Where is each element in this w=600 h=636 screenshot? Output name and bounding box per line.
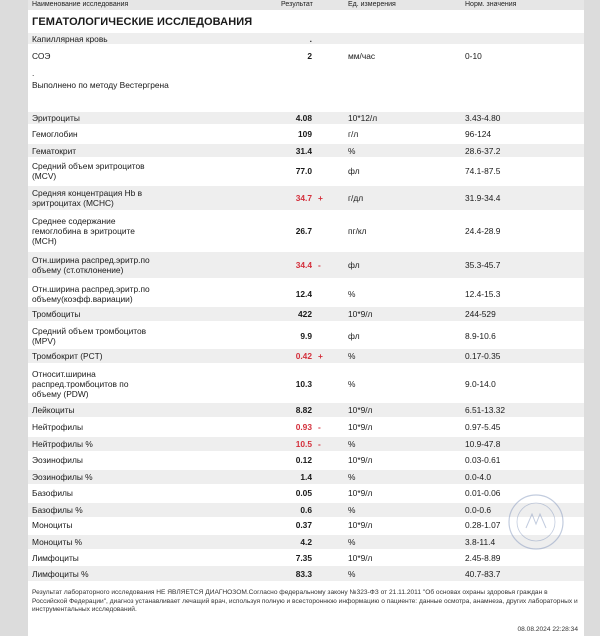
result-value: 8.82 bbox=[295, 405, 312, 415]
reference-range: 0.03-0.61 bbox=[465, 455, 501, 465]
table-row bbox=[28, 486, 584, 500]
test-name: Моноциты bbox=[32, 520, 73, 530]
table-row bbox=[28, 503, 584, 517]
table-row bbox=[28, 213, 584, 249]
result-value: 34.4 bbox=[295, 260, 312, 270]
table-row bbox=[28, 281, 584, 307]
reference-range: 0.0-4.0 bbox=[465, 472, 492, 482]
result-value: 1.4 bbox=[300, 472, 312, 482]
unit: % bbox=[348, 537, 356, 547]
result-value: 2 bbox=[307, 50, 312, 61]
test-name: Нейтрофилы bbox=[32, 422, 84, 432]
lab-report-sheet bbox=[28, 0, 584, 636]
table-row bbox=[28, 535, 584, 549]
result-value: 0.93 bbox=[295, 422, 312, 432]
table-row bbox=[28, 144, 584, 157]
unit: % bbox=[348, 289, 356, 299]
result-value: 0.42 bbox=[295, 351, 312, 361]
result-value: 34.7 bbox=[295, 193, 312, 203]
unit: 10*9/л bbox=[348, 520, 373, 530]
abnormal-flag: - bbox=[318, 439, 321, 449]
test-name: Средний объем тромбоцитов (MPV) bbox=[32, 326, 147, 346]
col-name-header: Наименование исследования bbox=[32, 1, 129, 8]
test-name: Капиллярная кровь bbox=[32, 33, 108, 44]
table-row bbox=[28, 470, 584, 484]
test-name: Базофилы bbox=[32, 488, 73, 498]
unit: г/л bbox=[348, 129, 359, 139]
abnormal-flag: - bbox=[318, 422, 321, 432]
unit: % bbox=[348, 379, 356, 389]
test-name: Лейкоциты bbox=[32, 405, 75, 415]
reference-range: 3.8-11.4 bbox=[465, 537, 496, 547]
reference-range: 96-124 bbox=[465, 129, 492, 139]
result-value: 109 bbox=[298, 129, 312, 139]
result-value: 4.08 bbox=[295, 113, 312, 123]
reference-range: 74.1-87.5 bbox=[465, 166, 501, 176]
abnormal-flag: + bbox=[318, 193, 323, 203]
reference-range: 2.45-8.89 bbox=[465, 553, 501, 563]
test-name: Лимфоциты bbox=[32, 553, 79, 563]
result-value: 83.3 bbox=[295, 568, 312, 579]
test-name: Средний объем эритроцитов (MCV) bbox=[32, 161, 145, 181]
result-value: 4.2 bbox=[300, 537, 312, 547]
table-row bbox=[28, 566, 584, 581]
reference-range: 31.9-34.4 bbox=[465, 193, 501, 203]
result-value: 0.6 bbox=[300, 505, 312, 515]
reference-range: 0-10 bbox=[465, 50, 482, 61]
reference-range: 6.51-13.32 bbox=[465, 405, 506, 415]
reference-range: 0.01-0.06 bbox=[465, 488, 501, 498]
section-title: ГЕМАТОЛОГИЧЕСКИЕ ИССЛЕДОВАНИЯ bbox=[32, 16, 253, 28]
col-unit-header: Ед. измерения bbox=[348, 1, 396, 8]
test-name: Эритроциты bbox=[32, 113, 80, 123]
reference-range: 24.4-28.9 bbox=[465, 226, 501, 236]
unit: % bbox=[348, 568, 356, 579]
reference-range: 8.9-10.6 bbox=[465, 331, 496, 341]
test-name: СОЭ bbox=[32, 50, 51, 61]
reference-range: 244-529 bbox=[465, 309, 496, 319]
reference-range: 3.43-4.80 bbox=[465, 113, 501, 123]
table-row bbox=[28, 420, 584, 434]
table-row bbox=[28, 128, 584, 140]
abnormal-flag: + bbox=[318, 351, 323, 361]
unit: 10*12/л bbox=[348, 113, 378, 123]
result-value: 12.4 bbox=[295, 289, 312, 299]
reference-range: 40.7-83.7 bbox=[465, 568, 501, 579]
result-value: 10.3 bbox=[295, 379, 312, 389]
table-row bbox=[28, 403, 584, 417]
unit: 10*9/л bbox=[348, 488, 373, 498]
table-row bbox=[28, 366, 584, 402]
table-header bbox=[28, 0, 584, 10]
test-name: Выполнено по методу Вестергрена bbox=[32, 80, 169, 90]
test-name: Отн.ширина распред.эритр.по объему (ст.отклонение) bbox=[32, 255, 150, 275]
test-name: Базофилы % bbox=[32, 505, 83, 515]
lab-stamp-seal bbox=[506, 492, 566, 552]
table-row bbox=[28, 349, 584, 363]
result-value: 0.37 bbox=[295, 520, 312, 530]
table-row bbox=[28, 323, 584, 349]
col-result-header: Результат bbox=[281, 1, 313, 8]
unit: фл bbox=[348, 331, 360, 341]
test-name: Лимфоциты % bbox=[32, 568, 89, 579]
table-row bbox=[28, 518, 584, 532]
unit: фл bbox=[348, 166, 360, 176]
reference-range: 0.17-0.35 bbox=[465, 351, 501, 361]
result-value: 0.05 bbox=[295, 488, 312, 498]
test-name: Эозинофилы bbox=[32, 455, 83, 465]
table-row bbox=[28, 80, 584, 90]
table-row bbox=[28, 551, 584, 565]
result-value: 77.0 bbox=[295, 166, 312, 176]
test-name: Гемоглобин bbox=[32, 129, 78, 139]
unit: 10*9/л bbox=[348, 455, 373, 465]
table-row bbox=[28, 453, 584, 467]
test-name: . bbox=[32, 68, 35, 78]
result-value: 422 bbox=[298, 309, 312, 319]
reference-range: 0.0-0.6 bbox=[465, 505, 492, 515]
result-value: 31.4 bbox=[295, 145, 312, 156]
test-name: Среднее содержание гемоглобина в эритроците (MCH) bbox=[32, 216, 135, 246]
reference-range: 35.3-45.7 bbox=[465, 260, 501, 270]
reference-range: 28.6-37.2 bbox=[465, 145, 501, 156]
unit: % bbox=[348, 351, 356, 361]
table-row bbox=[28, 252, 584, 278]
unit: 10*9/л bbox=[348, 405, 373, 415]
unit: г/дл bbox=[348, 193, 364, 203]
col-norm-header: Норм. значения bbox=[465, 1, 517, 8]
result-value: 9.9 bbox=[300, 331, 312, 341]
test-name: Тромбокрит (PCT) bbox=[32, 351, 103, 361]
unit: мм/час bbox=[348, 50, 376, 61]
disclaimer-text: Результат лабораторного исследования НЕ ЯВЛЯЕТСЯ ДИАГНОЗОМ.Согласно федеральному закону №323-ФЗ от 21.11.2011 "Об основах охраны здоровья граждан в Российской Федерации", диагноз устанавливает лечащий врач, используя полную и всестороннюю информацию о пациенте: данные осмотра, анамнеза, других лабораторных и инструментальных исследований. bbox=[32, 589, 578, 613]
unit: 10*9/л bbox=[348, 309, 373, 319]
result-value: . bbox=[309, 33, 312, 44]
unit: % bbox=[348, 145, 356, 156]
test-name: Нейтрофилы % bbox=[32, 439, 93, 449]
unit: пг/кл bbox=[348, 226, 367, 236]
table-row bbox=[28, 50, 584, 61]
table-row bbox=[28, 33, 584, 44]
unit: % bbox=[348, 505, 356, 515]
test-name: Моноциты % bbox=[32, 537, 83, 547]
table-row bbox=[28, 307, 584, 321]
unit: 10*9/л bbox=[348, 422, 373, 432]
table-row bbox=[28, 437, 584, 451]
result-value: 0.12 bbox=[295, 455, 312, 465]
result-value: 10.5 bbox=[295, 439, 312, 449]
table-row bbox=[28, 186, 584, 210]
reference-range: 12.4-15.3 bbox=[465, 289, 501, 299]
unit: 10*9/л bbox=[348, 553, 373, 563]
test-name: Тромбоциты bbox=[32, 309, 81, 319]
result-value: 26.7 bbox=[295, 226, 312, 236]
reference-range: 0.97-5.45 bbox=[465, 422, 501, 432]
test-name: Средняя концентрация Hb в эритроцитах (MCHC) bbox=[32, 188, 143, 208]
test-name: Эозинофилы % bbox=[32, 472, 93, 482]
result-value: 7.35 bbox=[295, 553, 312, 563]
unit: % bbox=[348, 439, 356, 449]
test-name: Относит.ширина распред.тромбоцитов по объему (PDW) bbox=[32, 369, 129, 399]
test-name: Гематокрит bbox=[32, 145, 77, 156]
table-row bbox=[28, 159, 584, 183]
abnormal-flag: - bbox=[318, 260, 321, 270]
reference-range: 10.9-47.8 bbox=[465, 439, 501, 449]
table-row bbox=[28, 112, 584, 124]
unit: % bbox=[348, 472, 356, 482]
reference-range: 9.0-14.0 bbox=[465, 379, 496, 389]
print-timestamp: 08.08.2024 22:28:34 bbox=[517, 626, 578, 633]
reference-range: 0.28-1.07 bbox=[465, 520, 501, 530]
table-row bbox=[28, 68, 584, 77]
test-name: Отн.ширина распред.эритр.по объему(коэфф.вариации) bbox=[32, 284, 150, 304]
unit: фл bbox=[348, 260, 360, 270]
